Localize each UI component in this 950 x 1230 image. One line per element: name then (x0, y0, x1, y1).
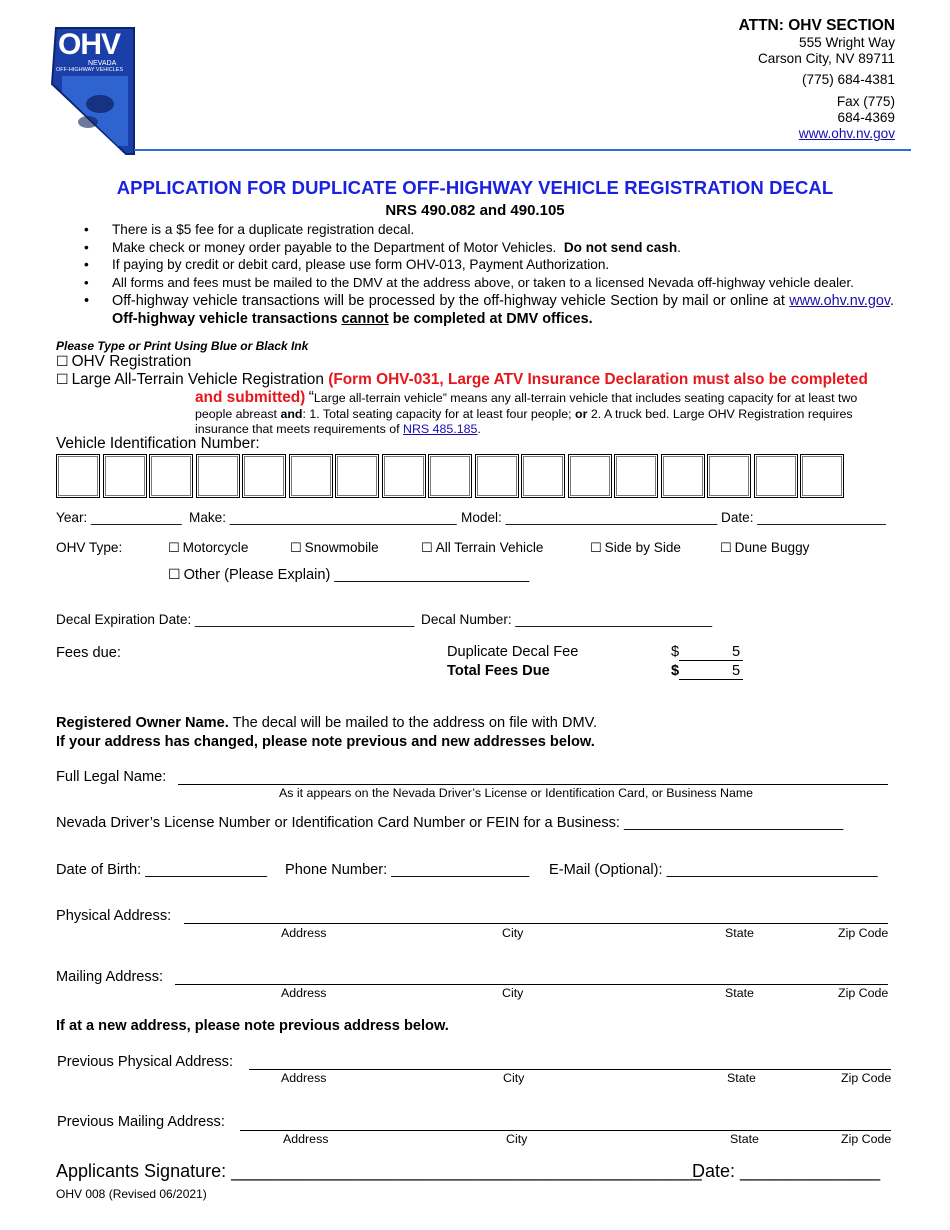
physical-address-input[interactable] (184, 923, 888, 924)
list-item: • There is a $5 fee for a duplicate registration decal. (84, 221, 898, 239)
decal-expiration-field[interactable]: Decal Expiration Date: _____________________________ (56, 612, 415, 627)
motorcycle-option[interactable]: ☐ Motorcycle (168, 540, 249, 556)
side-by-side-option[interactable]: ☐ Side by Side (590, 540, 681, 556)
list-item: • Off-highway vehicle transactions will be processed by the off-highway vehicle Section by mail or online at www.ohv.nv.gov. Off-highway vehicle transactions cannot be completed at DMV offices. (84, 292, 898, 328)
large-atv-definition: and submitted) “Large all-terrain vehicle” means any all-terrain vehicle that includes seating capacity for at least two people abreast and: 1. Total seating capacity for at least four people; or 2. A truck bed. Large OHV Registration requires insurance that meets requirements of NRS 485.185. (195, 389, 858, 436)
attn-line: ATTN: OHV SECTION (738, 17, 895, 34)
list-item: • Make check or money order payable to the Department of Motor Vehicles. Do not send cash. (84, 239, 898, 257)
other-option[interactable]: ☐ Other (Please Explain) ________________________ (168, 567, 530, 583)
vin-character-box[interactable] (568, 454, 612, 498)
year-field[interactable]: Year: ____________ (56, 510, 182, 525)
instructions-list (84, 221, 898, 328)
checkbox-icon[interactable]: ☐ (720, 541, 732, 556)
vin-character-box[interactable] (614, 454, 658, 498)
website-link[interactable]: www.ohv.nv.gov (798, 126, 895, 141)
fax-number: 684-4369 (837, 110, 895, 125)
col-address: Address (281, 1071, 327, 1085)
col-city: City (502, 986, 524, 1000)
address-change-note: If your address has changed, please note previous and new addresses below. (56, 734, 595, 750)
vin-boxes (56, 454, 847, 498)
vin-label: Vehicle Identification Number: (56, 435, 260, 452)
fees-due-label: Fees due: (56, 645, 121, 661)
header-address-block (595, 16, 895, 142)
vin-character-box[interactable] (242, 454, 286, 498)
duplicate-fee-amount: $ 5 (671, 644, 743, 661)
physical-address-label: Physical Address: (56, 908, 172, 924)
vin-character-box[interactable] (707, 454, 751, 498)
vin-character-box[interactable] (475, 454, 519, 498)
ohv-registration-option[interactable]: ☐ OHV Registration (56, 353, 192, 370)
model-field[interactable]: Model: ____________________________ (461, 510, 718, 525)
col-zip: Zip Code (841, 1132, 892, 1146)
col-address: Address (281, 986, 327, 1000)
vin-character-box[interactable] (428, 454, 472, 498)
atv-option[interactable]: ☐ All Terrain Vehicle (421, 540, 544, 556)
ohv-website-link[interactable]: www.ohv.nv.gov (789, 293, 890, 309)
col-city: City (503, 1071, 525, 1085)
owner-heading: Registered Owner Name. The decal will be mailed to the address on file with DMV. (56, 715, 598, 731)
vin-character-box[interactable] (335, 454, 379, 498)
logo-subtext: OFF-HIGHWAY VEHICLES (56, 67, 124, 73)
dune-buggy-option[interactable]: ☐ Dune Buggy (720, 540, 810, 556)
duplicate-fee-label: Duplicate Decal Fee (447, 644, 579, 660)
col-zip: Zip Code (838, 986, 889, 1000)
decal-number-field[interactable]: Decal Number: __________________________ (421, 612, 712, 627)
prev-mailing-address-input[interactable] (240, 1130, 891, 1131)
snowmobile-option[interactable]: ☐ Snowmobile (290, 540, 379, 556)
email-field[interactable]: E-Mail (Optional): __________________________ (549, 862, 878, 878)
checkbox-icon[interactable]: ☐ (590, 541, 602, 556)
list-item: • If paying by credit or debit card, please use form OHV-013, Payment Authorization. (84, 256, 898, 274)
dob-field[interactable]: Date of Birth: _______________ (56, 862, 267, 878)
license-number-field[interactable]: Nevada Driver’s License Number or Identification Card Number or FEIN for a Business: ___________________________ (56, 815, 844, 831)
full-name-label: Full Legal Name: (56, 769, 167, 785)
page-title: APPLICATION FOR DUPLICATE OFF-HIGHWAY VEHICLE REGISTRATION DECAL (116, 177, 834, 198)
ink-instructions: Please Type or Print Using Blue or Black Ink (56, 339, 309, 353)
prev-mailing-address-label: Previous Mailing Address: (57, 1114, 225, 1130)
col-state: State (725, 926, 754, 940)
vin-character-box[interactable] (800, 454, 844, 498)
checkbox-icon[interactable]: ☐ (421, 541, 433, 556)
header-divider (134, 149, 911, 151)
vin-character-box[interactable] (754, 454, 798, 498)
ohv-type-label: OHV Type: (56, 540, 123, 555)
vin-character-box[interactable] (521, 454, 565, 498)
full-name-input[interactable] (178, 784, 888, 785)
vin-character-box[interactable] (56, 454, 100, 498)
total-fee-amount: $ 5 (671, 663, 743, 680)
col-state: State (727, 1071, 756, 1085)
checkbox-icon[interactable]: ☐ (168, 541, 180, 556)
make-field[interactable]: Make: ______________________________ (189, 510, 457, 525)
vin-character-box[interactable] (149, 454, 193, 498)
phone-line: (775) 684-4381 (802, 72, 895, 87)
city-line: Carson City, NV 89711 (757, 51, 895, 66)
form-number: OHV 008 (Revised 06/2021) (56, 1187, 207, 1201)
prev-physical-address-label: Previous Physical Address: (57, 1054, 234, 1070)
previous-address-note: If at a new address, please note previous address below. (56, 1018, 449, 1034)
col-city: City (502, 926, 524, 940)
vin-character-box[interactable] (382, 454, 426, 498)
col-state: State (725, 986, 754, 1000)
col-address: Address (283, 1132, 329, 1146)
page-subtitle: NRS 490.082 and 490.105 (385, 202, 565, 219)
date-field[interactable]: Date: _________________ (721, 510, 886, 525)
signature-date-field[interactable]: Date: ______________ (692, 1161, 881, 1181)
checkbox-icon[interactable]: ☐ (56, 354, 69, 370)
street-line: 555 Wright Way (799, 35, 895, 50)
mailing-address-input[interactable] (175, 984, 888, 985)
col-zip: Zip Code (838, 926, 889, 940)
large-atv-registration-option[interactable]: ☐ Large All-Terrain Vehicle Registration (Form OHV-031, Large ATV Insurance Declaration must also be completed (56, 371, 868, 388)
nrs-link[interactable]: NRS 485.185 (403, 422, 478, 436)
col-zip: Zip Code (841, 1071, 892, 1085)
ohv-logo (48, 26, 138, 156)
checkbox-icon[interactable]: ☐ (56, 372, 69, 388)
mailing-address-label: Mailing Address: (56, 969, 164, 985)
total-fee-label: Total Fees Due (447, 663, 550, 679)
vin-character-box[interactable] (289, 454, 333, 498)
logo-text: OHV (58, 28, 121, 61)
list-item: • All forms and fees must be mailed to the DMV at the address above, or taken to a licensed Nevada off-highway vehicle dealer. (84, 274, 898, 292)
vin-character-box[interactable] (196, 454, 240, 498)
logo-subtext-state: NEVADA (88, 60, 117, 67)
vin-character-box[interactable] (103, 454, 147, 498)
full-name-caption: As it appears on the Nevada Driver’s License or Identification Card, or Business Name (279, 786, 754, 800)
col-state: State (730, 1132, 759, 1146)
fax-label: Fax (775) (836, 94, 895, 109)
prev-physical-address-input[interactable] (249, 1069, 891, 1070)
phone-field[interactable]: Phone Number: _________________ (285, 862, 530, 878)
vin-character-box[interactable] (661, 454, 705, 498)
checkbox-icon[interactable]: ☐ (168, 567, 181, 583)
signature-field[interactable]: Applicants Signature: _______________________________________________ (56, 1161, 702, 1181)
checkbox-icon[interactable]: ☐ (290, 541, 302, 556)
col-city: City (506, 1132, 528, 1146)
col-address: Address (281, 926, 327, 940)
